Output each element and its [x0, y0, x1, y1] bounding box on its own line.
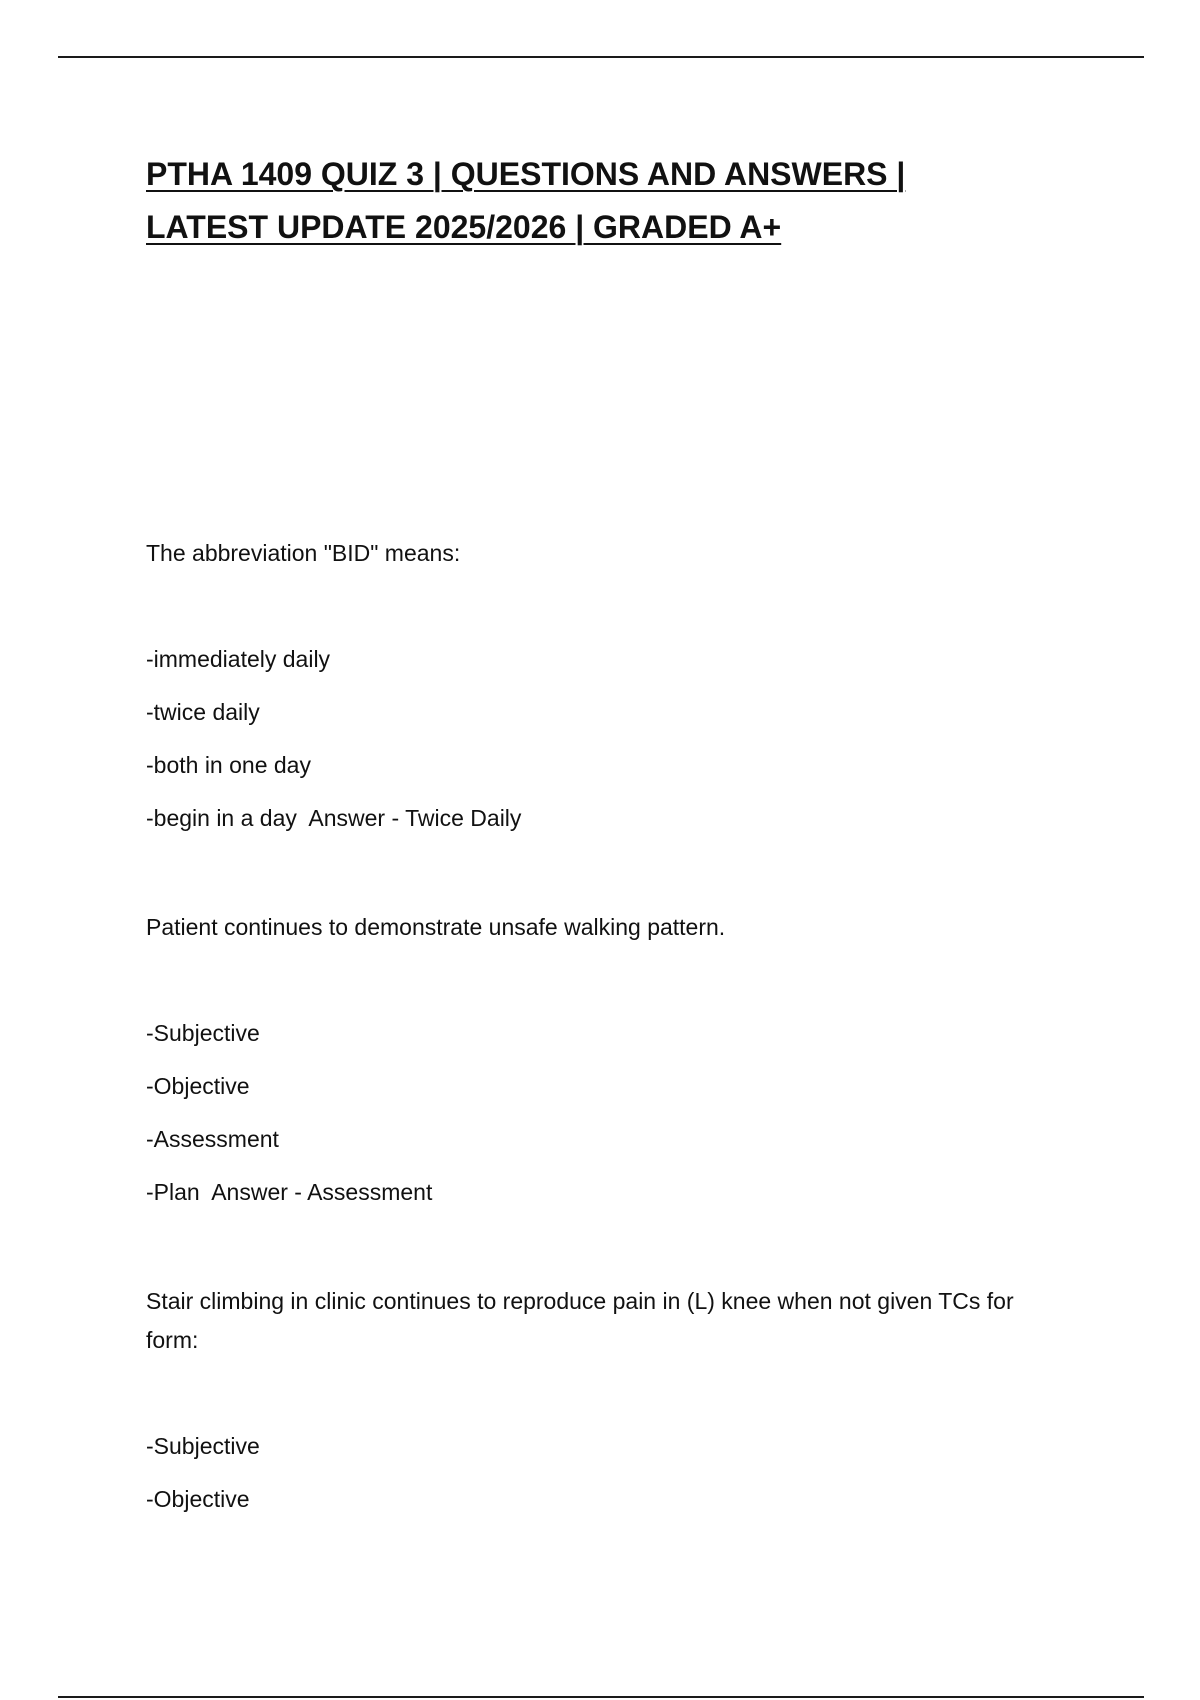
question-2-options	[146, 1007, 1066, 1219]
question-2-option-4: -Plan Answer - Assessment	[146, 1179, 433, 1205]
question-1-option-1: -immediately daily	[146, 646, 331, 672]
document-title-line-1: PTHA 1409 QUIZ 3 | QUESTIONS AND ANSWERS |	[146, 156, 906, 192]
question-3-option-1: -Subjective	[146, 1433, 260, 1459]
question-2-option-3: -Assessment	[146, 1126, 279, 1152]
question-2-option-1: -Subjective	[146, 1020, 260, 1046]
question-1	[146, 534, 1066, 845]
bottom-divider	[58, 1696, 1144, 1698]
question-1-options	[146, 633, 1066, 845]
document-title	[146, 148, 1066, 254]
question-1-option-2: -twice daily	[146, 699, 260, 725]
question-1-option-4: -begin in a day Answer - Twice Daily	[146, 805, 522, 831]
question-3-options	[146, 1420, 1066, 1526]
question-1-option-3: -both in one day	[146, 752, 311, 778]
question-1-text: The abbreviation "BID" means:	[146, 540, 461, 566]
question-2	[146, 908, 1066, 1219]
question-2-text: Patient continues to demonstrate unsafe walking pattern.	[146, 914, 726, 940]
question-2-option-2: -Objective	[146, 1073, 250, 1099]
document-title-line-2: LATEST UPDATE 2025/2026 | GRADED A+	[146, 209, 782, 245]
document-body	[146, 148, 1066, 1512]
question-3-text: Stair climbing in clinic continues to reproduce pain in (L) knee when not given TCs for form:	[146, 1288, 1014, 1353]
question-3-option-2: -Objective	[146, 1486, 250, 1512]
question-3	[146, 1282, 1066, 1526]
top-divider	[58, 56, 1144, 58]
